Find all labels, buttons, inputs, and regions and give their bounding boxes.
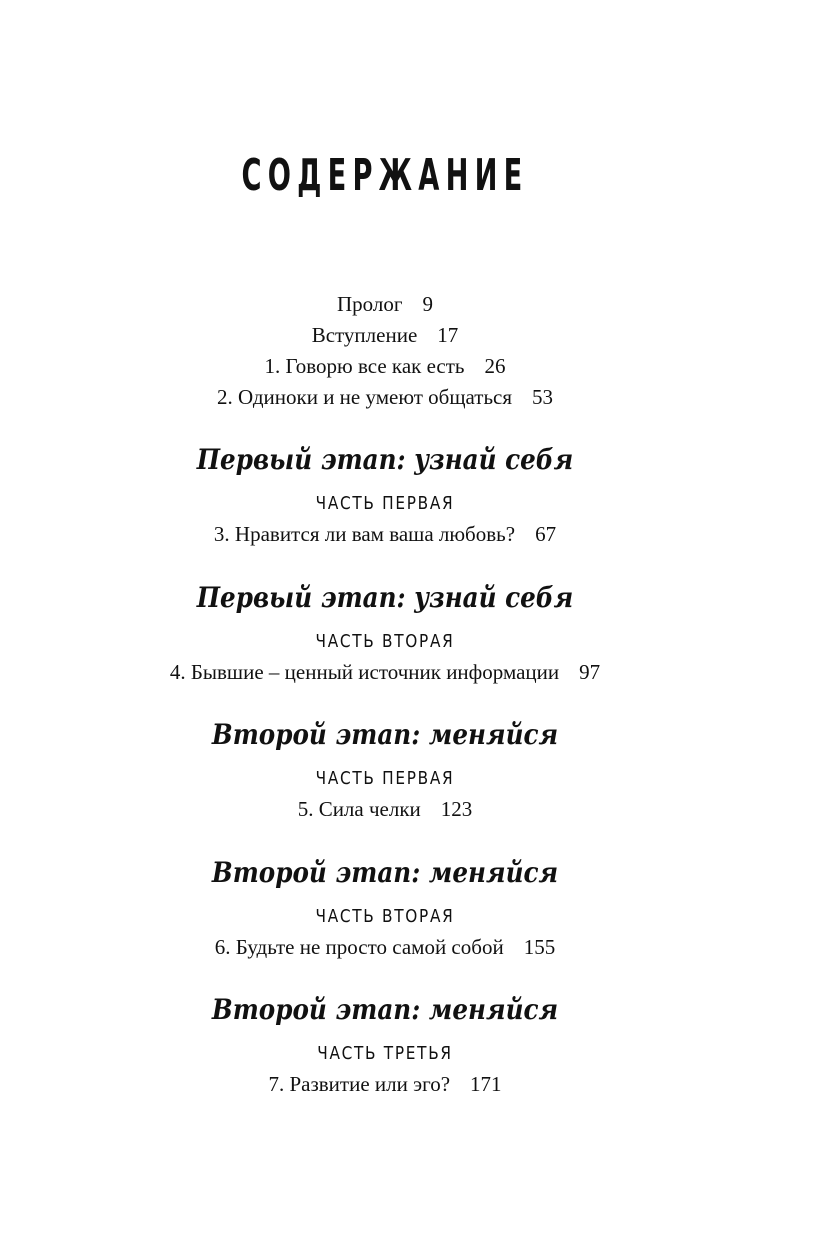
toc-page-number: 67 xyxy=(535,522,557,546)
section-part-label: ЧАСТЬ ТРЕТЬЯ xyxy=(317,1043,453,1064)
toc-entry-chapter-6 xyxy=(0,935,770,960)
toc-entry-prologue xyxy=(0,292,770,317)
toc-page-number: 17 xyxy=(437,323,459,347)
section-stage-heading: Второй этап: меняйся xyxy=(211,718,559,751)
toc-entry-title: Пролог xyxy=(337,292,403,316)
toc-entry-chapter-4 xyxy=(0,660,770,685)
page-title: СОДЕРЖАНИЕ xyxy=(241,150,529,201)
section-stage-heading: Второй этап: меняйся xyxy=(211,993,559,1026)
toc-page-number: 97 xyxy=(579,660,601,684)
toc-entry-title: 1. Говорю все как есть xyxy=(264,354,465,378)
toc-page-number: 26 xyxy=(484,354,506,378)
toc-page-number: 53 xyxy=(532,385,554,409)
section-stage-heading: Первый этап: узнай себя xyxy=(196,581,574,614)
section-stage-heading: Первый этап: узнай себя xyxy=(196,443,574,476)
section-part-label: ЧАСТЬ ВТОРАЯ xyxy=(315,906,455,927)
toc-entry-title: 6. Будьте не просто самой собой xyxy=(214,935,504,959)
toc-entry-title: 7. Развитие или эго? xyxy=(268,1072,451,1096)
section-part-label: ЧАСТЬ ПЕРВАЯ xyxy=(315,768,455,789)
toc-entry-title: Вступление xyxy=(311,323,418,347)
section-stage-heading: Второй этап: меняйся xyxy=(211,856,559,889)
section-part-label: ЧАСТЬ ПЕРВАЯ xyxy=(315,493,455,514)
toc-entry-title: 3. Нравится ли вам ваша любовь? xyxy=(213,522,516,546)
toc-page-number: 171 xyxy=(470,1072,502,1096)
toc-entry-chapter-1 xyxy=(0,354,770,379)
toc-page-number: 123 xyxy=(440,797,473,821)
toc-page-number: 155 xyxy=(523,935,556,959)
toc-entry-introduction xyxy=(0,323,770,348)
toc-entry-chapter-5 xyxy=(0,797,770,822)
toc-entry-title: 4. Бывшие – ценный источник информации xyxy=(169,660,560,684)
toc-entry-title: 5. Сила челки xyxy=(297,797,421,821)
toc-entry-chapter-2 xyxy=(0,385,770,410)
toc-page-number: 9 xyxy=(422,292,433,316)
toc-entry-chapter-7 xyxy=(0,1072,770,1097)
toc-entry-chapter-3 xyxy=(0,522,770,547)
toc-entry-title: 2. Одиноки и не умеют общаться xyxy=(216,385,513,409)
section-part-label: ЧАСТЬ ВТОРАЯ xyxy=(315,631,455,652)
